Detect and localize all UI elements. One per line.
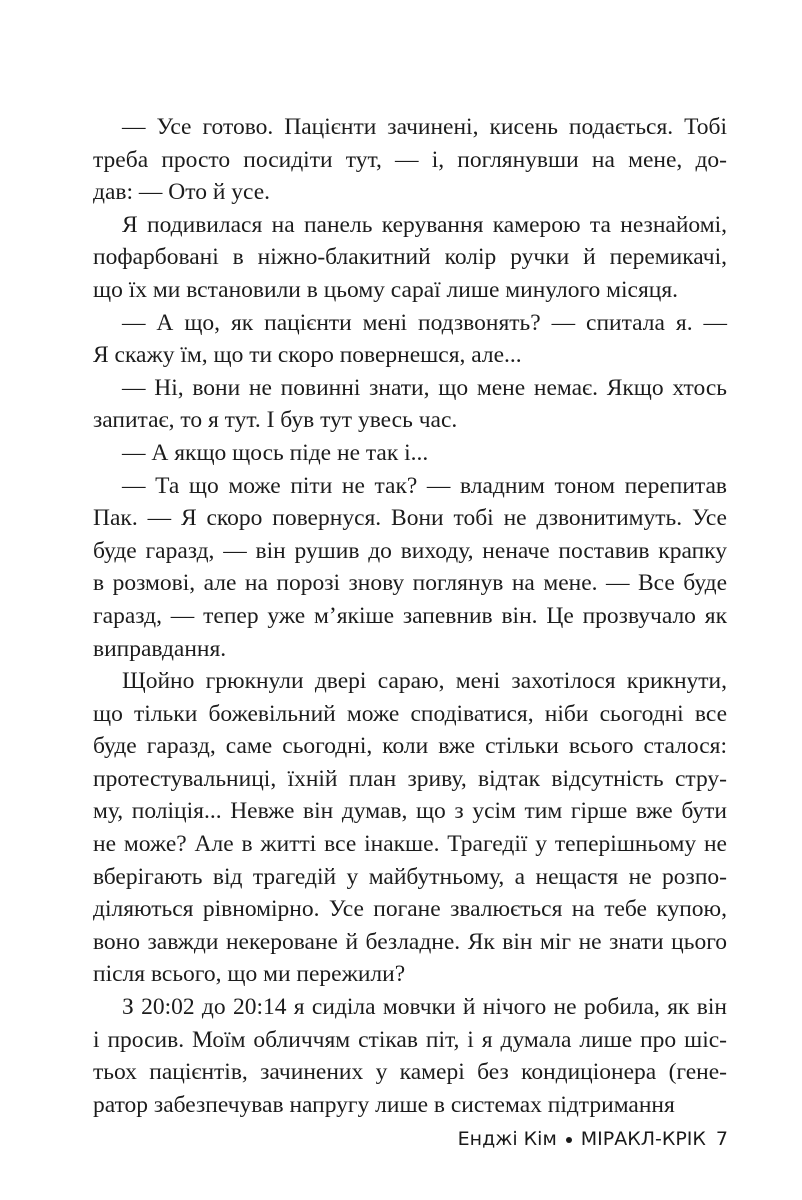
text-line: ратор забезпечував напругу лише в системах підтримання [93,1091,675,1118]
paragraph [93,307,727,372]
text-line: тьох пацієнтів, зачинених у камері без кондиціонера (гене- [93,1059,727,1086]
text-line: гаразд, — тепер уже м’якіше запевнив він. Це прозвучало як [93,602,727,629]
text-line: му, поліція... Невже він думав, що з усім тим гірше вже бути [93,798,727,825]
text-line: виправдання. [93,635,227,662]
paragraph [93,665,727,991]
text-line: — Усе готово. Пацієнти зачинені, кисень подається. Тобі [122,114,727,140]
body-text [93,111,727,1121]
paragraph [93,991,727,1121]
paragraph [93,437,727,470]
text-line: запитає, то я тут. І був тут увесь час. [93,407,458,434]
text-line: і просив. Моїм обличчям стікав піт, і я думала лише про шіс- [93,1026,727,1053]
text-line: Пак. — Я скоро повернуся. Вони тобі не дзвонитимуть. Усе [93,505,727,532]
text-line: пофарбовані в ніжно-блакитний колір ручки й перемикачі, [93,244,727,271]
text-line: діляються рівномірно. Усе погане звалюється на тебе купою, [93,896,727,923]
text-line: — А якщо щось піде не так і... [122,439,429,466]
text-line: після всього, що ми пережили? [93,961,406,988]
text-line: З 20:02 до 20:14 я сиділа мовчки й нічого не робила, як він [122,994,727,1021]
text-line: — Та що може піти не так? — владним тоном перепитав [122,472,727,499]
paragraph [93,209,727,307]
text-line: буде гаразд, — він рушив до виходу, неначе поставив крапку [93,537,727,564]
text-line: в розмові, але на порозі знову поглянув на мене. — Все буде [93,570,727,597]
text-line: Щойно грюкнули двері сараю, мені захотілося крикнути, [122,668,727,695]
text-line: — А що, як пацієнти мені подзвонять? — спитала я. — [122,309,727,336]
text-line: дав: — Ото й усе. [93,179,271,206]
text-line: Я подивилася на панель керування камерою та незнайомі, [122,211,727,238]
footer-book-title: МІРАКЛ-КРІК [580,1128,706,1150]
text-line: що тільки божевільний може сподіватися, ніби сьогодні все [93,700,727,727]
text-line: вберігають від трагедій у майбутньому, а нещастя не розпо- [93,863,727,890]
text-line: треба просто посидіти тут, — і, поглянувши на мене, до- [93,146,727,173]
text-line: Я скажу їм, що ти скоро повернешся, але... [93,342,522,369]
text-line: що їх ми встановили в цьому сараї лише минулого місяця. [93,276,679,303]
text-line: не може? Але в житті все інакше. Трагедії у теперішньому не [93,831,727,858]
text-line: буде гаразд, саме сьогодні, коли вже стільки всього сталося: [93,733,727,760]
text-line: — Ні, вони не повинні знати, що мене немає. Якщо хтось [122,374,727,401]
text-line: воно завжди некероване й безладне. Як він міг не знати цього [93,928,727,955]
running-footer [458,1128,728,1150]
bullet-dot-icon [566,1137,572,1143]
paragraph [93,470,727,666]
paragraph [93,111,727,209]
paragraph [93,372,727,437]
footer-author: Енджі Кім [457,1128,557,1150]
text-line: протестувальниці, їхній план зриву, відтак відсутність стру- [93,765,727,792]
page-number: 7 [715,1128,728,1150]
